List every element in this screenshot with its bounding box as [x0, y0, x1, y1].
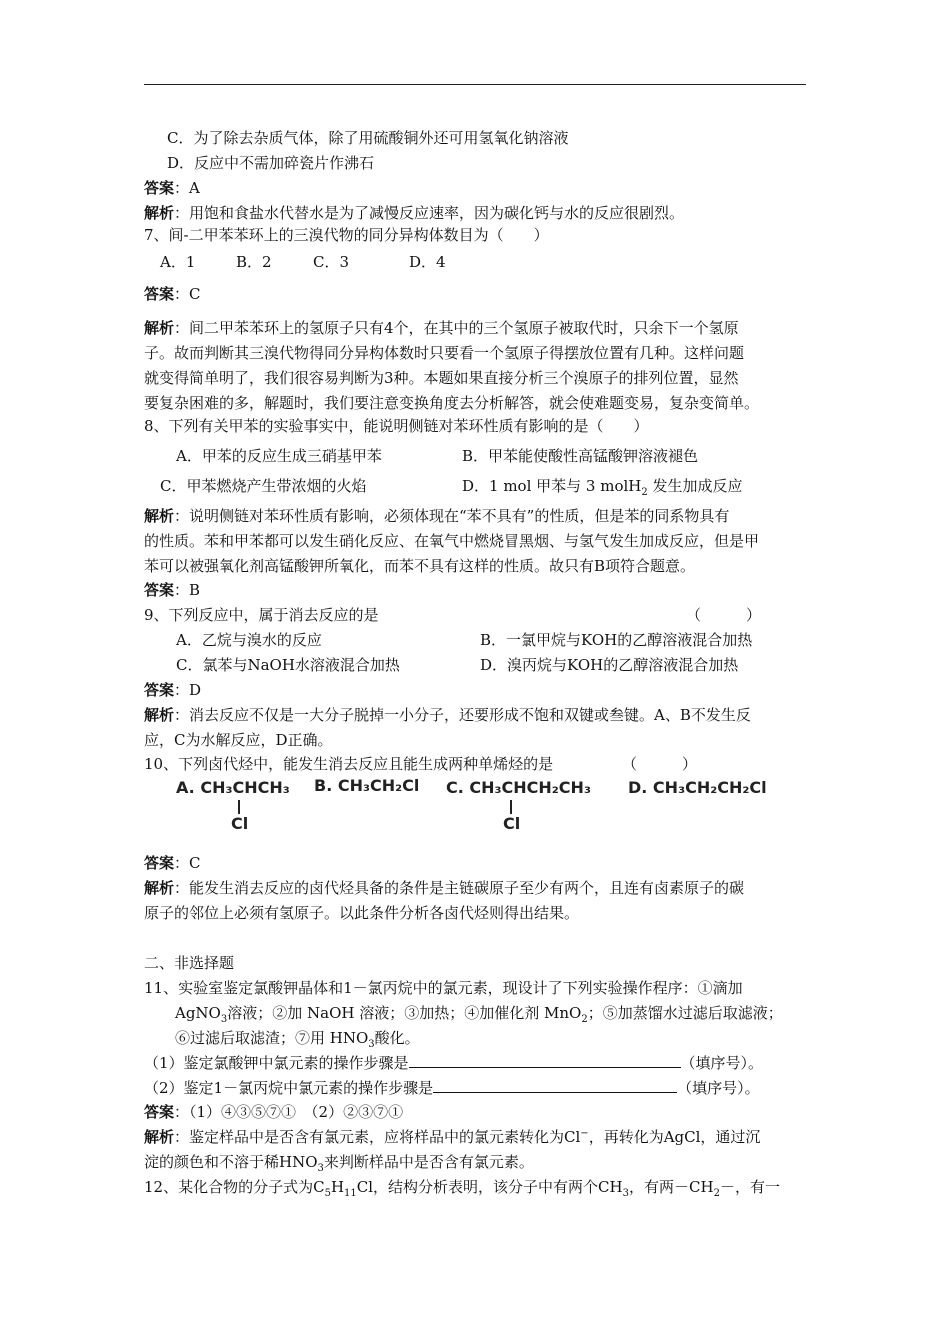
q9-analysis-line-1 [144, 705, 751, 725]
q8-option-c: C．甲苯燃烧产生带浓烟的火焰 [160, 477, 367, 495]
analysis-text: ：用饱和食盐水代替水是为了减慢反应速率，因为碳化钙与水的反应很剧烈。 [174, 204, 685, 222]
text: －，有一 [719, 1178, 780, 1196]
q6-analysis [144, 203, 684, 223]
answer-label: 答案 [144, 179, 175, 197]
text: Cl，结构分析表明，该分子中有两个CH [356, 1178, 623, 1196]
q10-stem: 10、下列卤代烃中，能发生消去反应且能生成两种单烯烃的是 [144, 755, 554, 773]
q8-option-a: A．甲苯的反应生成三硝基甲苯 [176, 447, 382, 465]
answer-label: 答案 [144, 1103, 175, 1121]
answer-label: 答案 [144, 854, 175, 872]
q10-answer [144, 853, 201, 873]
q8-answer [144, 580, 200, 600]
text: ，有两－CH [629, 1178, 714, 1196]
q9-option-c: C．氯苯与NaOH水溶液混合加热 [176, 656, 400, 674]
q7-stem: 7、间-二甲苯苯环上的三溴代物的同分异构体数目为（ ） [144, 226, 549, 244]
q6-option-c: C．为了除去杂质气体，除了用硫酸铜外还可用氢氧化钠溶液 [167, 129, 569, 147]
q9-answer [144, 680, 201, 700]
sub: 3 [220, 1014, 228, 1025]
analysis-label: 解析 [144, 879, 175, 897]
text: （2）鉴定1－氯丙烷中氯元素的操作步骤是 [144, 1079, 434, 1097]
q9-option-d: D．溴丙烷与KOH的乙醇溶液混合加热 [480, 656, 739, 674]
text: H [330, 1178, 345, 1196]
analysis-label: 解析 [144, 204, 175, 222]
analysis-text: ：消去反应不仅是一大分子脱掉一小分子，还要形成不饱和双键或叁键。A、B不发生反 [174, 706, 751, 724]
q7-option-c: C．3 [313, 253, 350, 271]
answer-blank-2[interactable] [433, 1078, 677, 1093]
analysis-text: ：说明侧链对苯环性质有影响，必须体现在“苯不具有”的性质，但是苯的同系物具有 [174, 507, 730, 525]
q10-formula-a: A. CH₃CHCH₃ [176, 778, 290, 797]
sup: − [580, 1128, 589, 1139]
text: ，再转化为AgCl，通过沉 [588, 1128, 761, 1146]
answer-value: A [189, 179, 200, 197]
q8-option-d [462, 476, 743, 496]
q6-answer [144, 178, 200, 198]
sub: 11 [344, 1188, 357, 1199]
q11-stem-line-3 [175, 1028, 420, 1048]
answer-sep: ： [174, 179, 190, 197]
q10-formula-d: D. CH₃CH₂CH₂Cl [628, 778, 767, 797]
q11-stem-line-2 [175, 1003, 783, 1023]
sub: 3 [622, 1188, 629, 1199]
q11-part-1 [144, 1053, 763, 1073]
q7-option-d: D．4 [409, 253, 446, 271]
fill-hint: （填序号）。 [680, 1054, 764, 1072]
text: 溶液；②加 NaOH 溶液；③加热；④加催化剂 MnO [227, 1004, 582, 1022]
text: （1）鉴定氯酸钾中氯元素的操作步骤是 [144, 1054, 409, 1072]
text: AgNO [175, 1004, 221, 1022]
q11-analysis-line-1 [144, 1127, 760, 1147]
q7-option-b: B．2 [236, 253, 272, 271]
q9-option-a: A．乙烷与溴水的反应 [176, 631, 322, 649]
analysis-text: ：间二甲苯苯环上的氢原子只有4个，在其中的三个氢原子被取代时，只余下一个氢原 [174, 319, 739, 337]
text: 12、某化合物的分子式为C [144, 1178, 325, 1196]
q8-stem: 8、下列有关甲苯的实验事实中，能说明侧链对苯环性质有影响的是（ ） [144, 417, 649, 435]
q7-analysis-line-3: 就变得简单明了，我们很容易判断为3种。本题如果直接分析三个溴原子的排列位置，显然 [144, 369, 739, 387]
q8-option-d-post: 发生加成反应 [647, 477, 743, 495]
q7-answer [144, 284, 201, 304]
sub: 3 [317, 1163, 324, 1174]
q7-analysis-line-2: 子。故而判断其三溴代物得同分异构体数时只要看一个氢原子得摆放位置有几种。这样问题 [144, 344, 745, 362]
q10-formula-c: C. CH₃CHCH₂CH₃ [446, 778, 591, 797]
q10-bond-a [238, 800, 240, 814]
answer-value: ：（1）④③⑤⑦① （2）②③⑦① [174, 1103, 404, 1121]
q12-stem [144, 1177, 780, 1197]
answer-label: 答案 [144, 285, 175, 303]
q7-analysis-line-4: 要复杂困难的多，解题时，我们要注意变换角度去分析解答，就会使难题变易，复杂变简单。 [144, 394, 760, 412]
sub: 3 [368, 1039, 375, 1050]
answer-value: ：C [174, 285, 201, 303]
text: ⑥过滤后取滤渣；⑦用 HNO [175, 1029, 369, 1047]
text: ；⑤加蒸馏水过滤后取滤液； [587, 1004, 783, 1022]
q9-stem: 9、下列反应中，属于消去反应的是 [144, 606, 379, 624]
sub: 5 [324, 1188, 331, 1199]
sub: 2 [581, 1014, 588, 1025]
q8-option-b: B．甲苯能使酸性高锰酸钾溶液褪色 [462, 447, 699, 465]
analysis-label: 解析 [144, 706, 175, 724]
q10-analysis-line-1 [144, 878, 744, 898]
q11-answer [144, 1102, 403, 1122]
answer-value: ：B [174, 581, 201, 599]
text: ：鉴定样品中是否含有氯元素，应将样品中的氯元素转化为Cl [174, 1128, 581, 1146]
q8-option-d-sub: 2 [641, 487, 648, 498]
q8-analysis-line-2: 的性质。苯和甲苯都可以发生硝化反应、在氧气中燃烧冒黑烟、与氢气发生加成反应，但是甲 [144, 532, 760, 550]
q6-option-d: D．反应中不需加碎瓷片作沸石 [167, 154, 375, 172]
answer-value: ：D [174, 681, 202, 699]
q9-option-b: B．一氯甲烷与KOH的乙醇溶液混合加热 [480, 631, 753, 649]
q9-paren: （ ） [686, 606, 762, 624]
text: 酸化。 [374, 1029, 420, 1047]
text: 来判断样品中是否含有氯元素。 [323, 1153, 534, 1171]
answer-label: 答案 [144, 581, 175, 599]
q8-option-d-pre: D．1 mol 甲苯与 3 molH [462, 477, 642, 495]
q7-analysis-line-1 [144, 318, 739, 338]
q11-part-2 [144, 1078, 760, 1098]
q9-analysis-line-2: 应，C为水解反应，D正确。 [144, 731, 333, 749]
q10-cl-a: Cl [231, 814, 249, 833]
q7-option-a: A．1 [160, 253, 196, 271]
q8-analysis-line-3: 苯可以被强氧化剂高锰酸钾所氧化，而苯不具有这样的性质。故只有B项符合题意。 [144, 557, 696, 575]
q10-bond-c [510, 800, 512, 814]
q11-analysis-line-2 [144, 1152, 534, 1172]
analysis-label: 解析 [144, 1128, 175, 1146]
q10-analysis-line-2: 原子的邻位上必须有氢原子。以此条件分析各卤代烃则得出结果。 [144, 904, 580, 922]
analysis-label: 解析 [144, 319, 175, 337]
sub: 2 [713, 1188, 720, 1199]
answer-label: 答案 [144, 681, 175, 699]
q11-stem-line-1: 11、实验室鉴定氯酸钾晶体和1－氯丙烷中的氯元素，现设计了下列实验操作程序：①滴加 [144, 979, 743, 997]
q10-cl-c: Cl [503, 814, 521, 833]
section-title: 二、非选择题 [144, 954, 235, 972]
answer-value: ：C [174, 854, 201, 872]
analysis-text: ：能发生消去反应的卤代烃具备的条件是主链碳原子至少有两个，且连有卤素原子的碳 [174, 879, 745, 897]
q10-paren: （ ） [622, 755, 698, 773]
text: 淀的颜色和不溶于稀HNO [144, 1153, 318, 1171]
answer-blank-1[interactable] [409, 1053, 681, 1068]
header-rule [144, 84, 806, 85]
analysis-label: 解析 [144, 507, 175, 525]
q10-formula-image [176, 776, 766, 834]
fill-hint: （填序号）。 [677, 1079, 760, 1097]
q8-analysis-line-1 [144, 506, 729, 526]
q10-formula-b: B. CH₃CH₂Cl [314, 776, 420, 795]
